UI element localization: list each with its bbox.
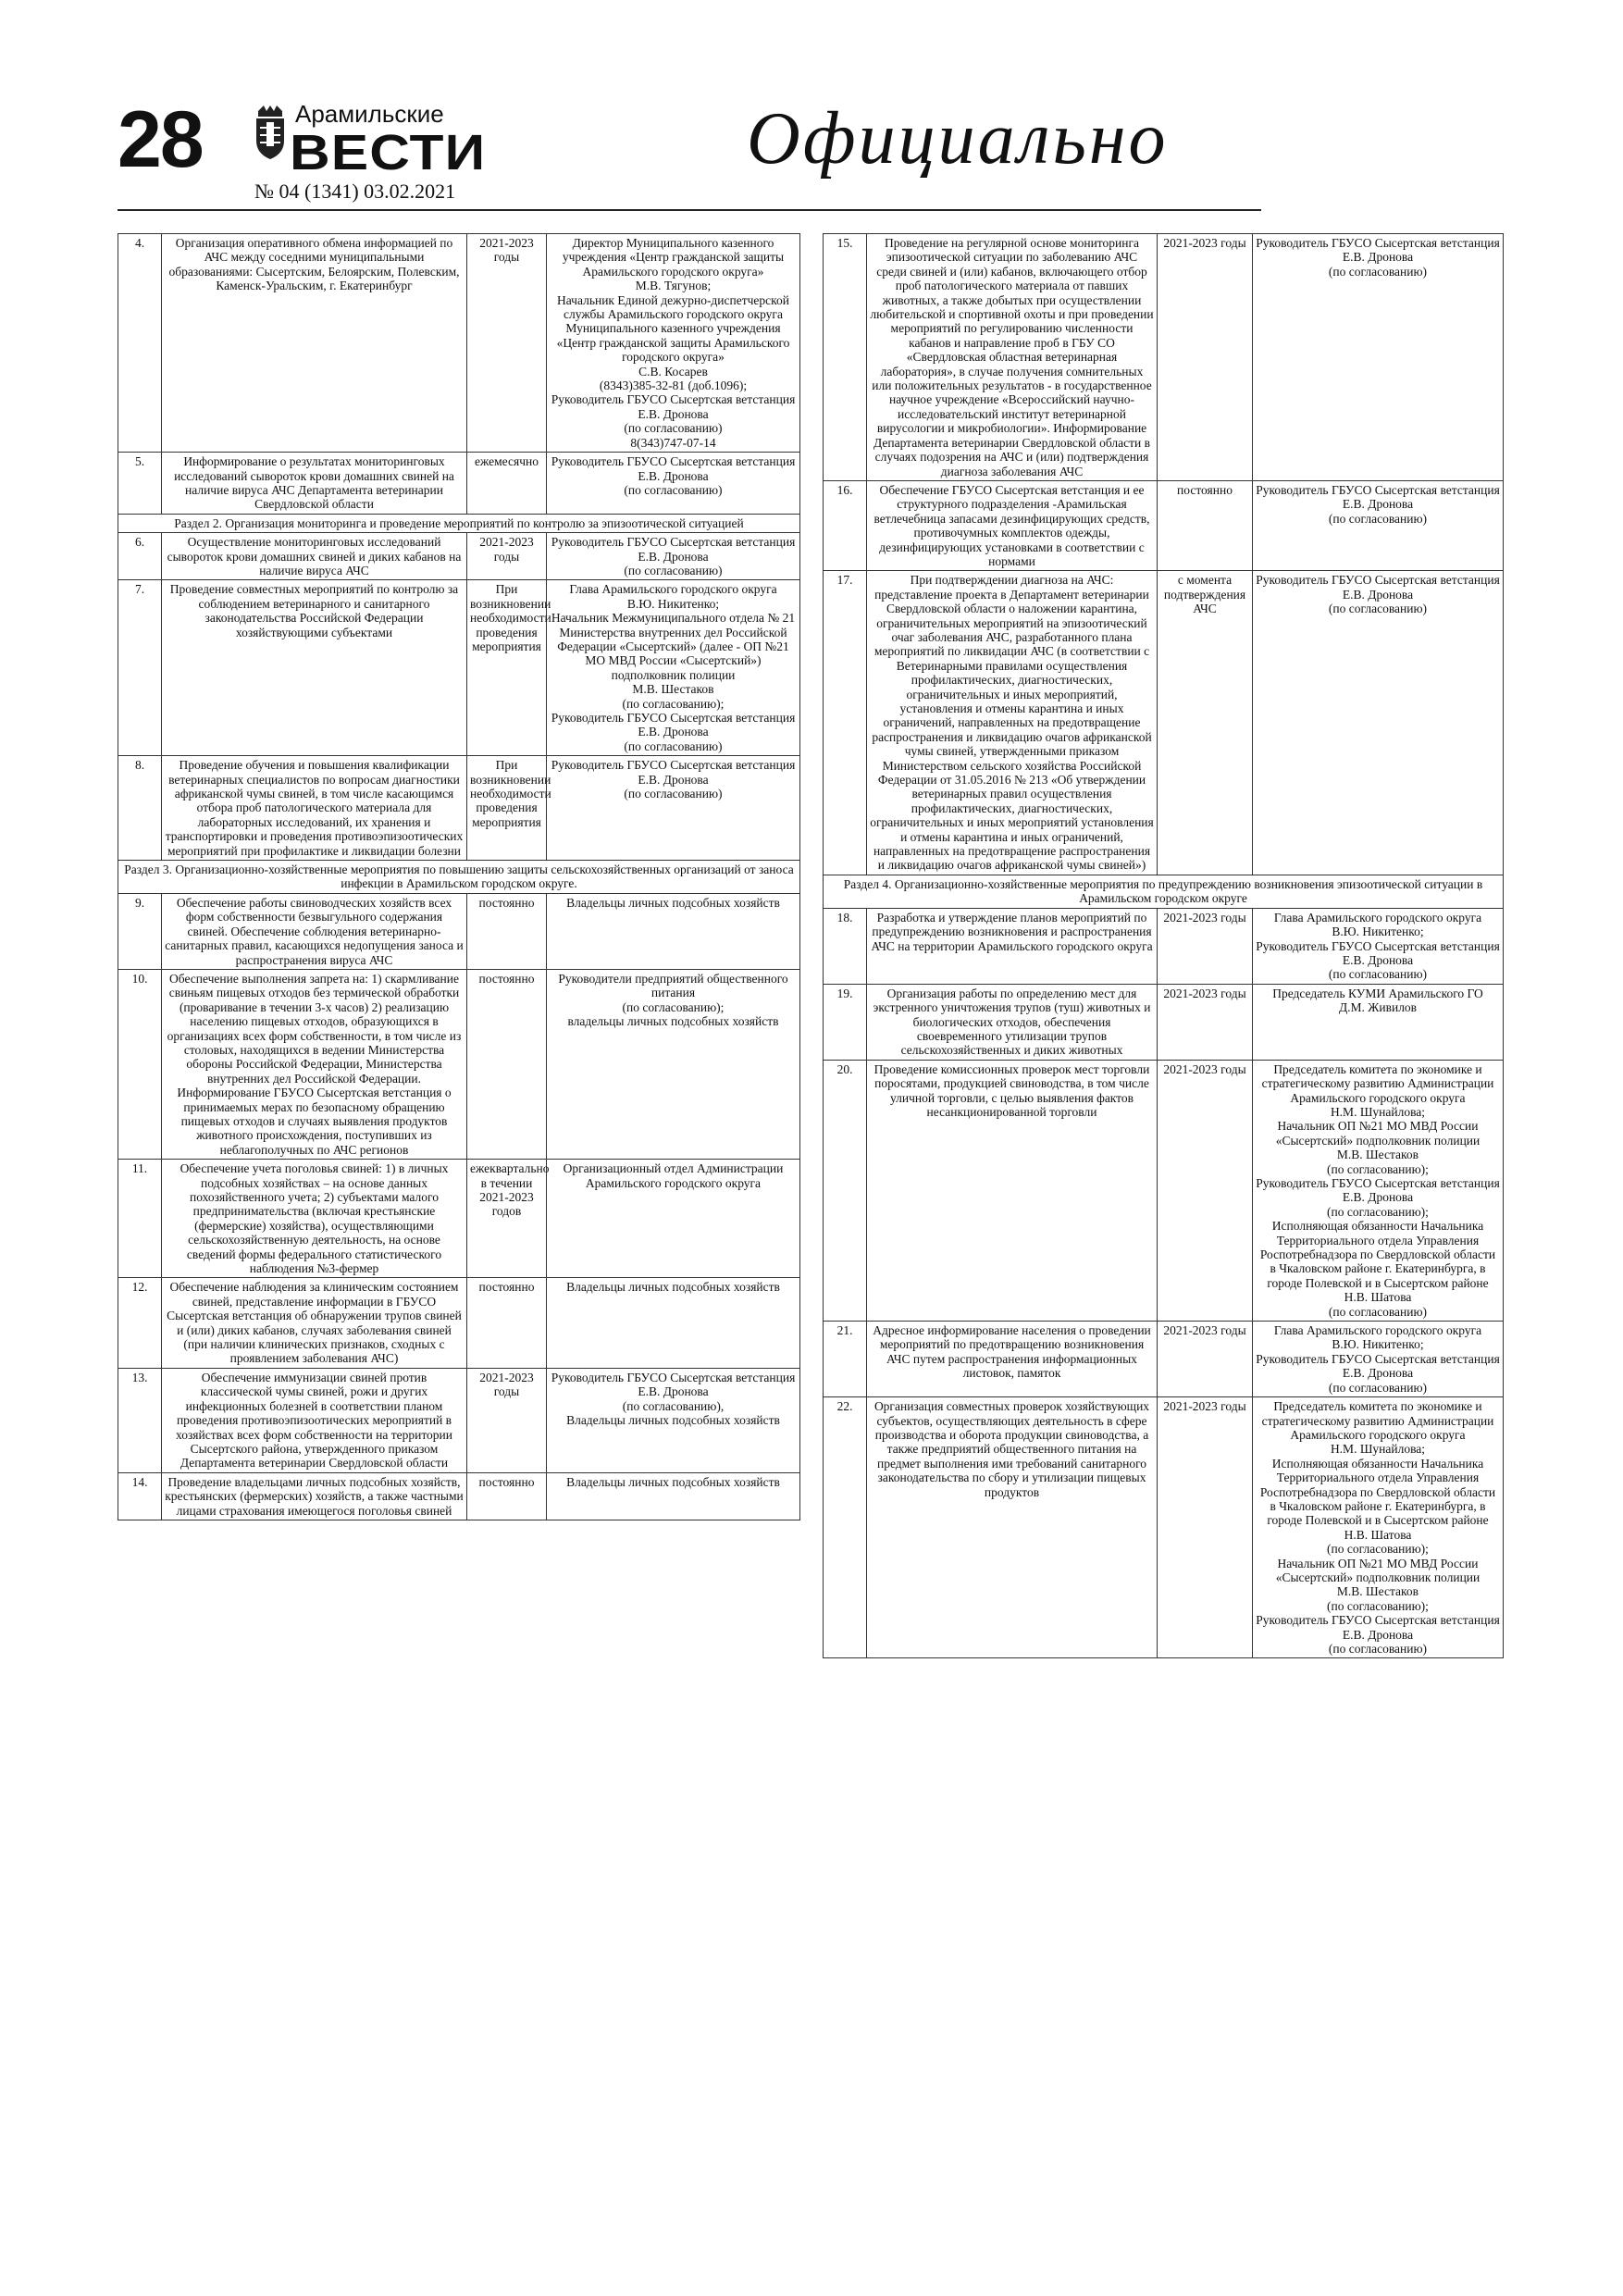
activity-text: При подтверждении диагноза на АЧС: представление проекта в Департамент ветеринарии Свердловской области о наложении карантина, ограничительных мероприятий на эпизоотический очаг заболевания АЧС, разработанного плана мероприятий по ликвидации АЧС (в соответствии с Ветеринарными правилами осуществления профилактических, диагностических, ограничительных и иных мероприятий, установления и отмены карантина и иных ограничений, направленных на предотвращение распространения и ликвидацию очагов африканской чумы свиней, утвержденными приказом Министерством сельского хозяйства Российской Федерации от 31.05.2016 № 213 «Об утверждении ветеринарных правил осуществления профилактических, диагностических, ограничительных и иных мероприятий установления и отмены карантина и иных ограничений, направленных на предотвращение распространения и ликвидацию очагов африканской чумы свиней») [867, 571, 1158, 875]
responsible-text: Организационный отдел Администрации Арамильского городского округа [547, 1160, 800, 1278]
activity-text: Организация совместных проверок хозяйствующих субъектов, осуществляющих деятельность в сфере производства и оборота продукции свиноводства, а также предприятий общественного питания на предмет выполнения ими требований санитарного законодательства по сбору и утилизации пищевых продуктов [867, 1397, 1158, 1658]
row-number: 12. [118, 1278, 162, 1368]
period-text: 2021-2023 годы [1158, 234, 1253, 481]
responsible-text: Глава Арамильского городского округа В.Ю. Никитенко; Начальник Межмуниципального отдела № 21 Министерства внутренних дел Российской Федерации «Сысертский» (далее - ОП №21 МО МВД России «Сысертский») подполковник полиции М.В. Шестаков (по согласованию); Руководитель ГБУСО Сысертская ветстанция Е.В. Дронова (по согласованию) [547, 580, 800, 756]
period-text: 2021-2023 годы [467, 234, 547, 453]
row-number: 6. [118, 533, 162, 580]
section-title: Официально [747, 98, 1169, 180]
row-number: 15. [824, 234, 867, 481]
activity-text: Обеспечение наблюдения за клиническим состоянием свиней, представление информации в ГБУСО Сысертская ветстанция об обнаружении трупов свиней и (или) диких кабанов, случаях заболевания свиней (при наличии клинических признаков, сходных с проявлением заболевания АЧС) [162, 1278, 467, 1368]
table-row [824, 234, 1504, 481]
responsible-text: Руководители предприятий общественного питания (по согласованию); владельцы личных подсобных хозяйств [547, 969, 800, 1159]
row-number: 14. [118, 1472, 162, 1520]
city-emblem-icon [254, 105, 286, 159]
row-number: 10. [118, 969, 162, 1159]
responsible-text: Руководитель ГБУСО Сысертская ветстанция Е.В. Дронова (по согласованию) [547, 533, 800, 580]
activity-text: Адресное информирование населения о проведении мероприятий по предотвращению возникновения АЧС путем распространения информационных листовок, памяток [867, 1322, 1158, 1397]
activity-text: Обеспечение работы свиноводческих хозяйств всех форм собственности безвыгульного содержания свиней. Обеспечение соблюдения ветеринарно-санитарных правил, касающихся недопущения заноса и распространения вируса АЧС [162, 893, 467, 969]
responsible-text: Руководитель ГБУСО Сысертская ветстанция Е.В. Дронова (по согласованию) [1253, 480, 1504, 570]
row-number: 16. [824, 480, 867, 570]
period-text: постоянно [1158, 480, 1253, 570]
activity-text: Проведение владельцами личных подсобных хозяйств, крестьянских (фермерских) хозяйств, а также частными лицами страхования имеющегося поголовья свиней [162, 1472, 467, 1520]
left-column-table [118, 233, 800, 1520]
row-number: 7. [118, 580, 162, 756]
period-text: постоянно [467, 969, 547, 1159]
activity-text: Организация оперативного обмена информацией по АЧС между соседними муниципальными образованиями: Сысертским, Белоярским, Полевским, Каменск-Уральским, г. Екатеринбург [162, 234, 467, 453]
row-number: 17. [824, 571, 867, 875]
table-row [118, 1472, 800, 1520]
responsible-text: Руководитель ГБУСО Сысертская ветстанция Е.В. Дронова (по согласованию) [547, 756, 800, 861]
row-number: 21. [824, 1322, 867, 1397]
row-number: 19. [824, 984, 867, 1060]
responsible-text: Глава Арамильского городского округа В.Ю. Никитенко; Руководитель ГБУСО Сысертская ветстанция Е.В. Дронова (по согласованию) [1253, 1322, 1504, 1397]
table-row [118, 1160, 800, 1278]
section-header-row [118, 514, 800, 532]
table-row [118, 234, 800, 453]
row-number: 22. [824, 1397, 867, 1658]
activity-text: Информирование о результатах мониторинговых исследований сывороток крови домашних свиней на наличие вируса АЧС Департамента ветеринарии Свердловской области [162, 453, 467, 515]
responsible-text: Руководитель ГБУСО Сысертская ветстанция Е.В. Дронова (по согласованию) [1253, 571, 1504, 875]
period-text: 2021-2023 годы [1158, 1060, 1253, 1321]
activity-text: Проведение совместных мероприятий по контролю за соблюдением ветеринарного и санитарного законодательства Российской Федерации хозяйствующими субъектами [162, 580, 467, 756]
table-row [118, 756, 800, 861]
row-number: 11. [118, 1160, 162, 1278]
responsible-text: Руководитель ГБУСО Сысертская ветстанция Е.В. Дронова (по согласованию) [547, 453, 800, 515]
activity-text: Обеспечение выполнения запрета на: 1) скармливание свиньям пищевых отходов без термической обработки (проваривание в течении 3-х часов) 2) реализацию населению пищевых отходов, образующихся в организациях всех форм собственности, в том числе из столовых, находящихся в ведении Министерства обороны Российской Федерации, Министерства внутренних дел Российской Федерации. Информирование ГБУСО Сысертская ветстанция о принимаемых мерах по безопасному обращению пищевых отходов и случаях выявления продуктов животного происхождения, поступивших из неблагополучных по АЧС регионов [162, 969, 467, 1159]
activity-text: Разработка и утверждение планов мероприятий по предупреждению возникновения и распространения АЧС на территории Арамильского городского округа [867, 908, 1158, 984]
row-number: 13. [118, 1368, 162, 1472]
period-text: с момента подтверждения АЧС [1158, 571, 1253, 875]
section-heading: Раздел 4. Организационно-хозяйственные мероприятия по предупреждению возникновения эпизоотической ситуации в Арамильском городском округе [824, 875, 1504, 908]
period-text: постоянно [467, 1278, 547, 1368]
section-header-row [824, 875, 1504, 908]
page-number: 28 [118, 95, 203, 184]
period-text: постоянно [467, 893, 547, 969]
period-text: ежеквартально в течении 2021-2023 годов [467, 1160, 547, 1278]
period-text: постоянно [467, 1472, 547, 1520]
row-number: 4. [118, 234, 162, 453]
row-number: 20. [824, 1060, 867, 1321]
responsible-text: Руководитель ГБУСО Сысертская ветстанция Е.В. Дронова (по согласованию), Владельцы личных подсобных хозяйств [547, 1368, 800, 1472]
table-row [824, 1060, 1504, 1321]
responsible-text: Владельцы личных подсобных хозяйств [547, 893, 800, 969]
responsible-text: Председатель КУМИ Арамильского ГО Д.М. Живилов [1253, 984, 1504, 1060]
row-number: 18. [824, 908, 867, 984]
table-row [824, 480, 1504, 570]
table-row [118, 893, 800, 969]
responsible-text: Владельцы личных подсобных хозяйств [547, 1472, 800, 1520]
period-text: 2021-2023 годы [467, 533, 547, 580]
table-row [824, 1322, 1504, 1397]
right-column-table [823, 233, 1504, 1658]
header-rule [118, 209, 1261, 211]
section-heading: Раздел 3. Организационно-хозяйственные мероприятия по повышению защиты сельскохозяйственных организаций от заноса инфекции в Арамильском городском округе. [118, 861, 800, 894]
section-heading: Раздел 2. Организация мониторинга и проведение мероприятий по контролю за эпизоотической ситуацией [118, 514, 800, 532]
responsible-text: Председатель комитета по экономике и стратегическому развитию Администрации Арамильского городского округа Н.М. Шунайлова; Начальник ОП №21 МО МВД России «Сысертский» подполковник полиции М.В. Шестаков (по согласованию); Руководитель ГБУСО Сысертская ветстанция Е.В. Дронова (по согласованию); Исполняющая обязанности Начальника Территориального отдела Управления Роспотребнадзора по Свердловской области в Чкаловском районе г. Екатеринбурга, в городе Полевской и в Сысертском районе Н.В. Шатова (по согласованию) [1253, 1060, 1504, 1321]
table-row [824, 1397, 1504, 1658]
period-text: 2021-2023 годы [467, 1368, 547, 1472]
responsible-text: Руководитель ГБУСО Сысертская ветстанция Е.В. Дронова (по согласованию) [1253, 234, 1504, 481]
table-row [118, 533, 800, 580]
responsible-text: Директор Муниципального казенного учреждения «Центр гражданской защиты Арамильского городского округа» М.В. Тягунов; Начальник Единой дежурно-диспетчерской службы Арамильского городского округа Муниципального казенного учреждения «Центр гражданской защиты Арамильского городского округа» С.В. Косарев (8343)385-32-81 (доб.1096); Руководитель ГБУСО Сысертская ветстанция Е.В. Дронова (по согласованию) 8(343)747-07-14 [547, 234, 800, 453]
masthead [118, 93, 1261, 207]
activity-text: Обеспечение учета поголовья свиней: 1) в личных подсобных хозяйствах – на основе данных похозяйственного учета; 2) субъектами малого предпринимательства (включая крестьянские (фермерские) хозяйства), осуществляющими сельскохозяйственную деятельность, на основе сведений формы федерального статистического наблюдения №3-фермер [162, 1160, 467, 1278]
table-row [118, 453, 800, 515]
period-text: 2021-2023 годы [1158, 1397, 1253, 1658]
table-row [118, 969, 800, 1159]
activity-text: Организация работы по определению мест для экстренного уничтожения трупов (туш) животных и биологических отходов, обеспечения своевременного утилизации трупов сельскохозяйственных и диких животных [867, 984, 1158, 1060]
activity-text: Проведение обучения и повышения квалификации ветеринарных специалистов по вопросам диагностики африканской чумы свиней, в том числе касающимся отбора проб патологического материала для лабораторных исследований, их хранения и транспортировки и проведения противоэпизоотических мероприятий при профилактике и ликвидации болезни [162, 756, 467, 861]
period-text: 2021-2023 годы [1158, 984, 1253, 1060]
activity-text: Проведение на регулярной основе мониторинга эпизоотической ситуации по заболеванию АЧС среди свиней и (или) кабанов, включающего отбор проб патологического материала от павших животных, а также добытых при осуществлении любительской и спортивной охоты и при проведении мероприятий по регулированию численности кабанов и направление проб в ГБУ СО «Свердловская областная ветеринарная лаборатория», в случае получения сомнительных или положительных результатов - в государственное научное учреждение «Всероссийский научно-исследовательский институт ветеринарной вирусологии и микробиологии». Информирование Департамента ветеринарии Свердловской области в случаях подозрения на АЧС и (или) подтверждения диагноза заболевания АЧС [867, 234, 1158, 481]
period-text: 2021-2023 годы [1158, 1322, 1253, 1397]
section-header-row [118, 861, 800, 894]
responsible-text: Председатель комитета по экономике и стратегическому развитию Администрации Арамильского городского округа Н.М. Шунайлова; Исполняющая обязанности Начальника Территориального отдела Управления Роспотребнадзора по Свердловской области в Чкаловском районе г. Екатеринбурга, в городе Полевской и в Сысертском районе Н.В. Шатова (по согласованию); Начальник ОП №21 МО МВД России «Сысертский» подполковник полиции М.В. Шестаков (по согласованию); Руководитель ГБУСО Сысертская ветстанция Е.В. Дронова (по согласованию) [1253, 1397, 1504, 1658]
period-text: ежемесячно [467, 453, 547, 515]
period-text: 2021-2023 годы [1158, 908, 1253, 984]
row-number: 8. [118, 756, 162, 861]
activity-text: Обеспечение иммунизации свиней против классической чумы свиней, рожи и других инфекционных болезней в соответствии планом проведения противоэпизоотических мероприятий в хозяйствах всех форм собственности на территории Сысертского района, утвержденного приказом Департамента ветеринарии Свердловской области [162, 1368, 467, 1472]
table-row [118, 1368, 800, 1472]
table-row [118, 580, 800, 756]
activity-text: Обеспечение ГБУСО Сысертская ветстанция и ее структурного подразделения -Арамильская ветлечебница запасами дезинфицирующих средств, противочумных комплектов одежды, дезинфицирующих установками в соответствии с нормами [867, 480, 1158, 570]
brand-name: ВЕСТИ [290, 125, 487, 180]
period-text: При возникновении необходимости проведения мероприятия [467, 756, 547, 861]
row-number: 5. [118, 453, 162, 515]
row-number: 9. [118, 893, 162, 969]
period-text: При возникновении необходимости проведения мероприятия [467, 580, 547, 756]
table-row [118, 1278, 800, 1368]
responsible-text: Владельцы личных подсобных хозяйств [547, 1278, 800, 1368]
table-row [824, 571, 1504, 875]
activity-text: Проведение комиссионных проверок мест торговли поросятами, продукцией свиноводства, в том числе уличной торговли, с целью выявления фактов несанкционированной торговли [867, 1060, 1158, 1321]
issue-info: № 04 (1341) 03.02.2021 [254, 180, 456, 203]
brand-subtitle: Арамильские [295, 100, 444, 128]
table-row [824, 984, 1504, 1060]
activity-text: Осуществление мониторинговых исследований сывороток крови домашних свиней и диких кабанов на наличие вируса АЧС [162, 533, 467, 580]
table-row [824, 908, 1504, 984]
responsible-text: Глава Арамильского городского округа В.Ю. Никитенко; Руководитель ГБУСО Сысертская ветстанция Е.В. Дронова (по согласованию) [1253, 908, 1504, 984]
